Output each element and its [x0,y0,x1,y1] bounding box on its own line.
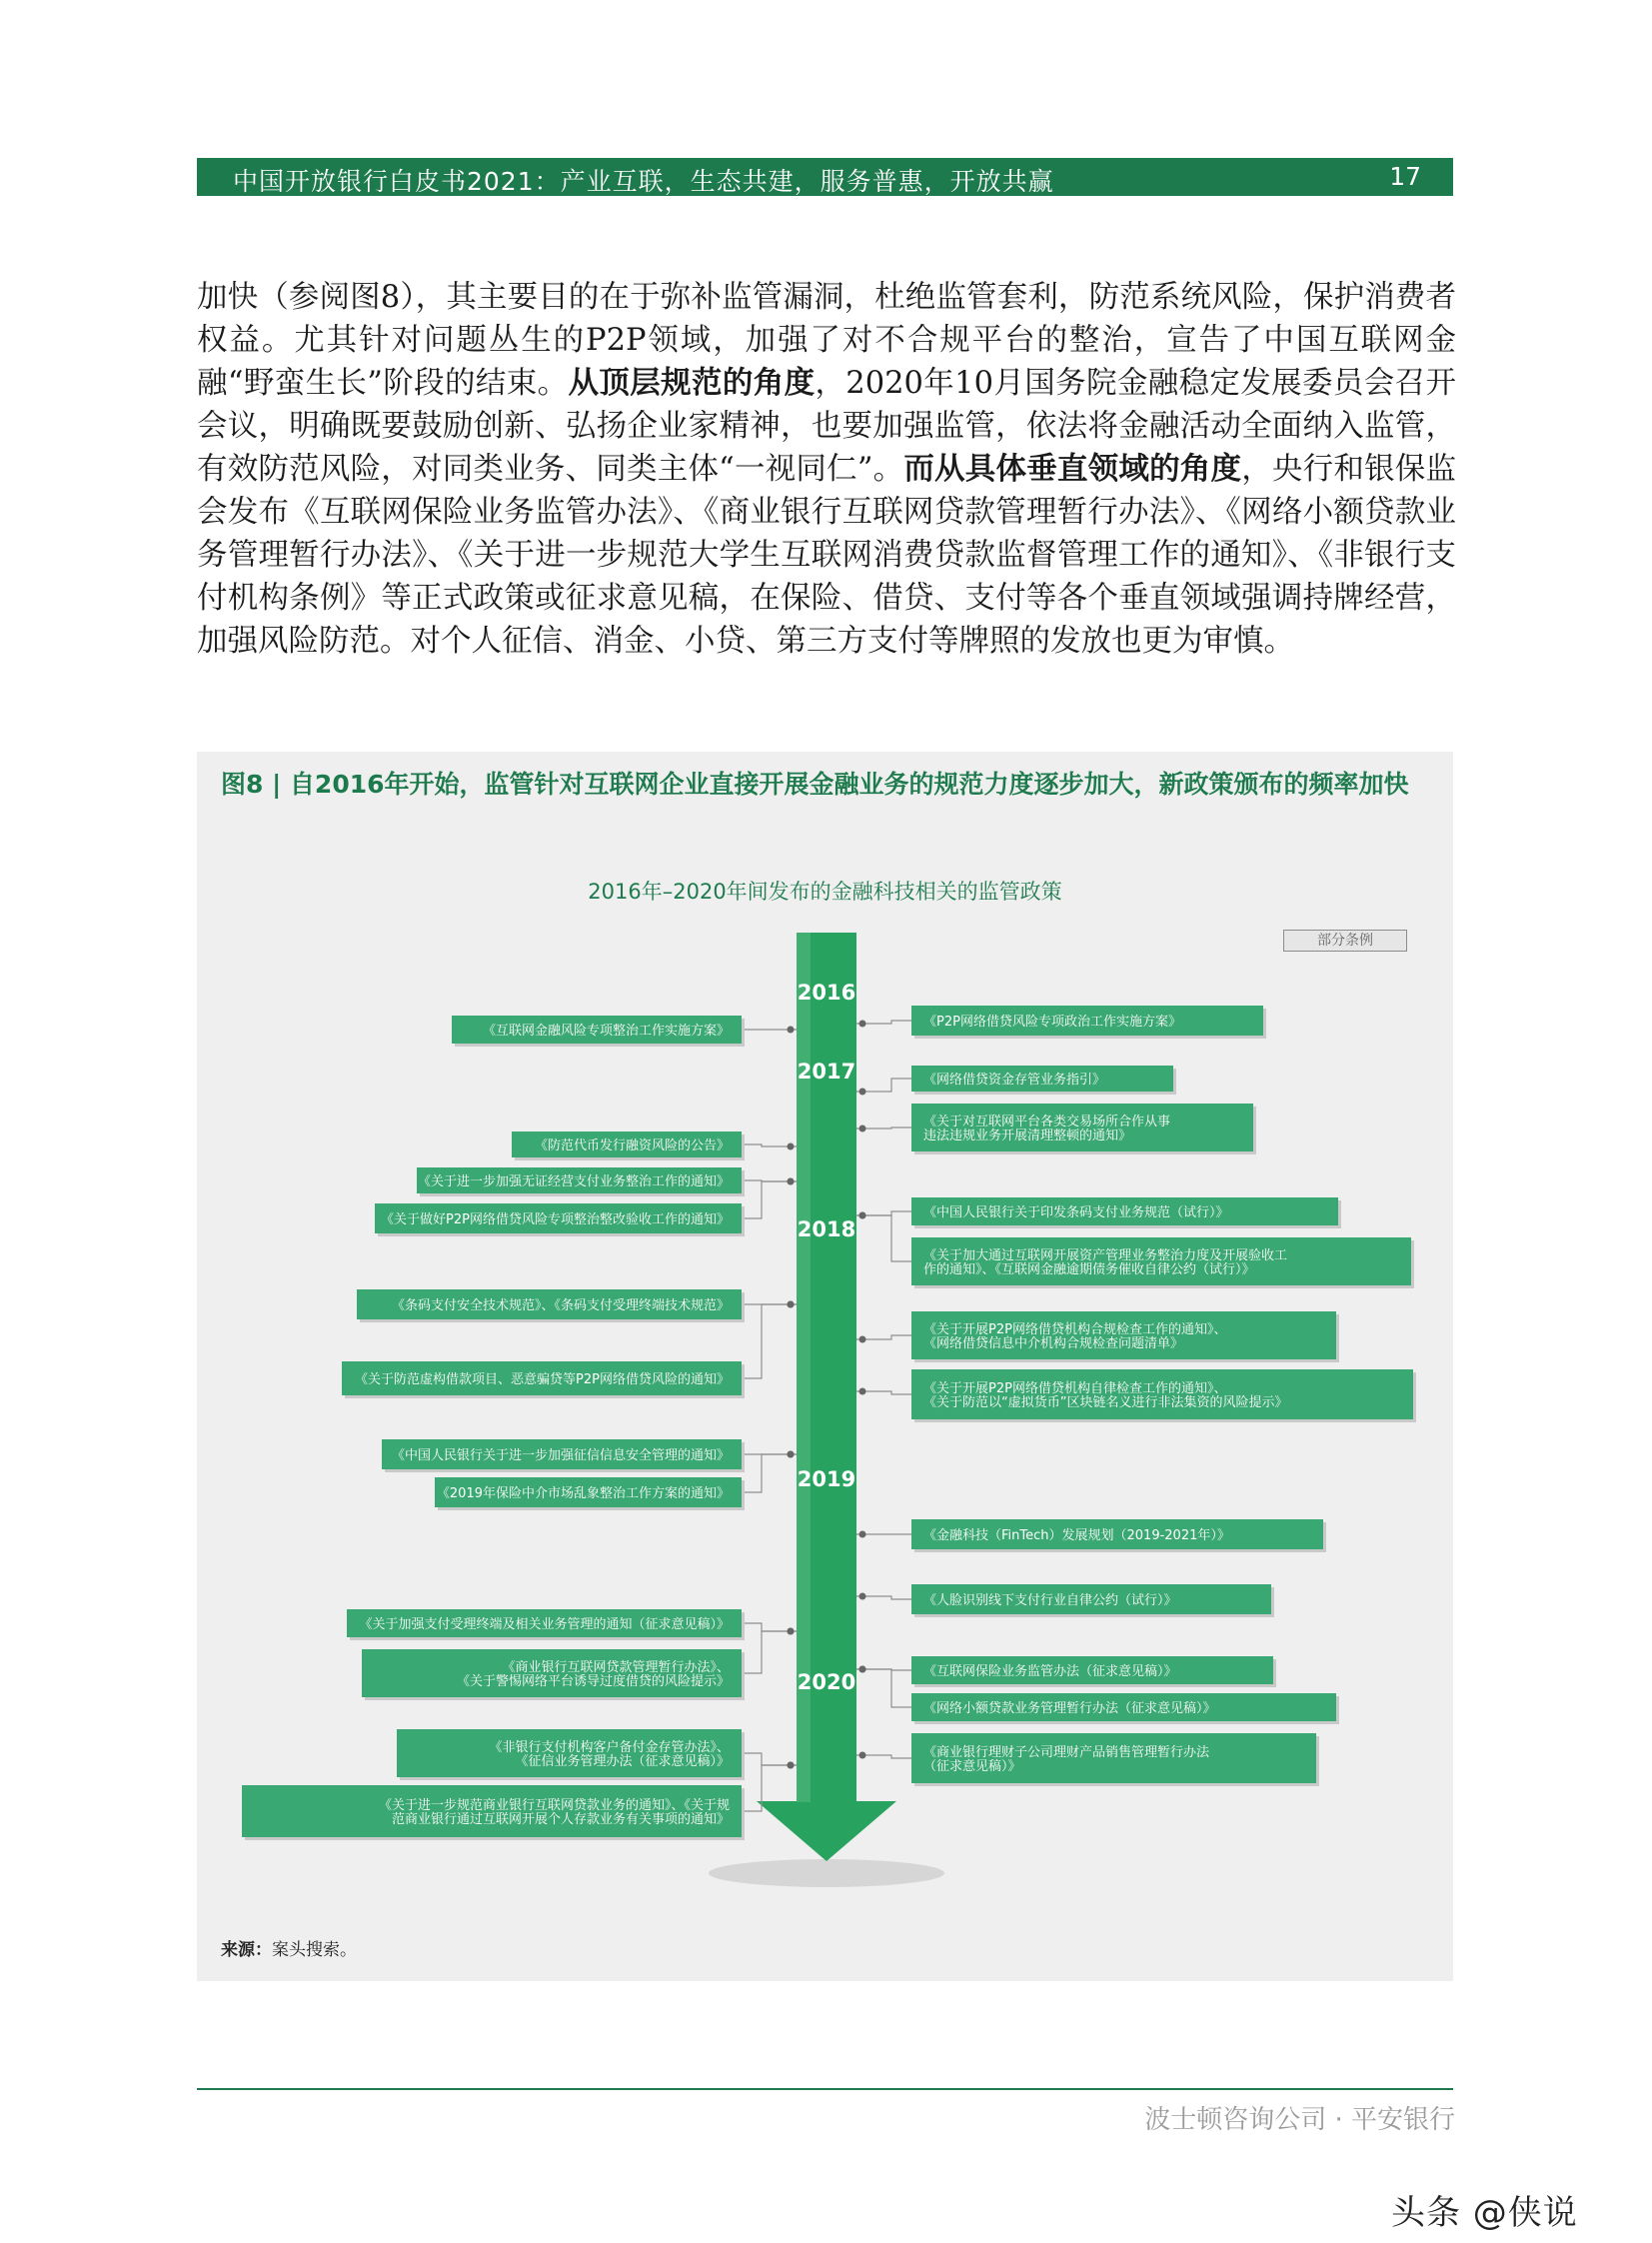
right-policy-3-text: 违法违规业务开展清理整顿的通知》 [923,1128,1132,1143]
left-policy-3-text: 《关于进一步加强无证经营支付业务整治工作的通知》 [417,1174,730,1189]
left-policy-7-text: 《中国人民银行关于进一步加强征信信息安全管理的通知》 [391,1448,730,1463]
figure-caption: 图8 | 自2016年开始，监管针对互联网企业直接开展金融业务的规范力度逐步加大，新政策颁布的频率加快 [221,770,1409,799]
source-text: 案头搜索。 [272,1940,357,1960]
left-connector-dot [788,1178,795,1185]
arrow-shadow [709,1859,944,1887]
left-policy-9-text: 《关于加强支付受理终端及相关业务管理的通知（征求意见稿）》 [359,1617,730,1632]
body-text-4: 而从具体垂直领域的角度 [903,451,1242,487]
left-policy-1-text: 《互联网金融风险专项整治工作实施方案》 [482,1024,730,1039]
left-connector-dot [788,1762,795,1769]
left-policy-4-text: 《关于做好P2P网络借贷风险专项整治整改验收工作的通知》 [381,1212,730,1227]
left-connector-dot [788,1628,795,1635]
left-connector-dot [788,1143,795,1150]
figure-source [221,1935,357,1960]
right-connector-dot [859,1125,866,1132]
page-number: 17 [1389,162,1421,191]
left-connector [742,1454,797,1492]
left-policy-12-text: 《关于进一步规范商业银行互联网贷款业务的通知》、《关于规 [378,1798,730,1813]
right-policy-2-text: 《网络借贷资金存管业务指引》 [923,1073,1106,1088]
left-policy-2-text: 《防范代币发行融资风险的公告》 [534,1138,730,1153]
right-connector-dot [859,1212,866,1219]
left-policy-10-text: 《商业银行互联网贷款管理暂行办法》、 [502,1660,730,1675]
right-policy-8-text: 《金融科技（FinTech）发展规划（2019-2021年）》 [923,1528,1230,1543]
footer-divider [197,2088,1453,2090]
body-text-1: 加快（参阅图8），其主要目的在于弥补监管漏洞，杜绝监管套利，防范系统风险，保护消费者权益。尤其针对问题丛生的P2P领域，加强了对不合规平台的整治，宣告了中国互联网金融“野蛮生长”阶段的结束。 [197,280,1456,401]
left-policy-5-text: 《条码支付安全技术规范》、《条码支付受理终端技术规范》 [391,1298,730,1313]
left-connector-dot [788,1301,795,1308]
source-label: 来源： [221,1940,272,1960]
year-label-2016: 2016 [797,981,856,1005]
left-policy-8-text: 《2019年保险中介市场乱象整治工作方案的通知》 [436,1486,730,1501]
timeline-diagram [197,752,1453,1981]
right-policy-7-text: 《关于防范以“虚拟货币”区块链名义进行非法集资的风险提示》 [923,1395,1288,1410]
legend-box: 部分条例 [1283,930,1407,952]
figure-subtitle: 2016年–2020年间发布的金融科技相关的监管政策 [588,880,1062,904]
right-policy-5-text: 《关于加大通过互联网开展资产管理业务整治力度及开展验收工 [923,1248,1288,1263]
left-connector-dot [788,1027,795,1034]
year-label-2020: 2020 [797,1670,856,1694]
right-connector-dot [859,1388,866,1395]
year-label-2018: 2018 [797,1217,856,1241]
right-connector-dot [859,1336,866,1343]
right-connector-dot [859,1593,866,1600]
figure-8 [197,752,1453,1981]
header-bar [197,158,1453,196]
left-policy-11-text: 《非银行支付机构客户备付金存管办法》、 [489,1740,730,1755]
body-text-3: ，2020年10月国务院金融稳定发展委员会召开会议，明确既要鼓励创新、弘扬企业家精神，也要加强监管，依法将金融活动全面纳入监管，有效防范风险，对同类业务、同类主体“一视同仁”。 [197,366,1457,487]
left-connector [742,1631,797,1673]
right-connector-dot [859,1666,866,1673]
left-policy-6-text: 《关于防范虚构借款项目、恶意骗贷等P2P网络借贷风险的通知》 [355,1372,730,1387]
year-label-2019: 2019 [797,1467,856,1491]
left-connector [742,1181,797,1218]
right-policy-4-text: 《中国人民银行关于印发条码支付业务规范（试行）》 [923,1205,1229,1220]
right-policy-1-text: 《P2P网络借贷风险专项政治工作实施方案》 [923,1015,1181,1030]
body-text-5: ，央行和银保监会发布《互联网保险业务监管办法》、《商业银行互联网贷款管理暂行办法》、《网络小额贷款业务管理暂行办法》、《关于进一步规范大学生互联网消费贷款监督管理工作的通知》、《非银行支付机构条例》等正式政策或征求意见稿，在保险、借贷、支付等各个垂直领域强调持牌经营，加强风险防范。对个人征信、消金、小贷、第三方支付等牌照的发放也更为审慎。 [197,452,1457,659]
watermark: 头条 @侠说 [1391,2193,1578,2233]
right-policy-6-text: 《关于开展P2P网络借贷机构合规检查工作的通知》、 [923,1322,1227,1337]
right-policy-10-text: 《互联网保险业务监管办法（征求意见稿）》 [923,1664,1177,1679]
left-connector [742,1304,797,1378]
left-policy-12-text: 范商业银行通过互联网开展个人存款业务有关事项的通知》 [391,1812,730,1827]
body-text-2: 从顶层规范的角度 [568,365,816,401]
right-policy-11-text: 《网络小额贷款业务管理暂行办法（征求意见稿）》 [923,1701,1216,1716]
right-policy-6-text: 《网络借贷信息中介机构合规检查问题清单》 [923,1336,1184,1351]
right-connector [856,1669,911,1707]
right-policy-9-text: 《人脸识别线下支付行业自律公约（试行）》 [923,1593,1177,1608]
left-connector-dot [788,1451,795,1458]
right-connector-dot [859,1089,866,1096]
right-connector-dot [859,1752,866,1759]
year-label-2017: 2017 [797,1060,856,1084]
right-policy-3-text: 《关于对互联网平台各类交易场所合作从事 [923,1115,1171,1129]
right-connector [856,1215,911,1261]
right-connector-dot [859,1021,866,1028]
header-title: 中国开放银行白皮书2021：产业互联，生态共建，服务普惠，开放共赢 [233,167,1054,196]
footer-credit: 波士顿咨询公司 · 平安银行 [1144,2105,1455,2135]
body-paragraph [197,276,1456,663]
right-connector-dot [859,1531,866,1538]
right-policy-5-text: 作的通知》、《互联网金融逾期债务催收自律公约（试行）》 [923,1262,1255,1277]
left-policy-11-text: 《征信业务管理办法（征求意见稿）》 [515,1754,730,1769]
timeline-arrow-head [757,1801,896,1861]
right-policy-7-text: 《关于开展P2P网络借贷机构自律检查工作的通知》、 [923,1381,1227,1396]
left-policy-10-text: 《关于警惕网络平台诱导过度借贷的风险提示》 [456,1674,730,1689]
right-policy-12-text: （征求意见稿）》 [923,1759,1021,1774]
right-policy-12-text: 《商业银行理财子公司理财产品销售管理暂行办法 [923,1745,1210,1760]
